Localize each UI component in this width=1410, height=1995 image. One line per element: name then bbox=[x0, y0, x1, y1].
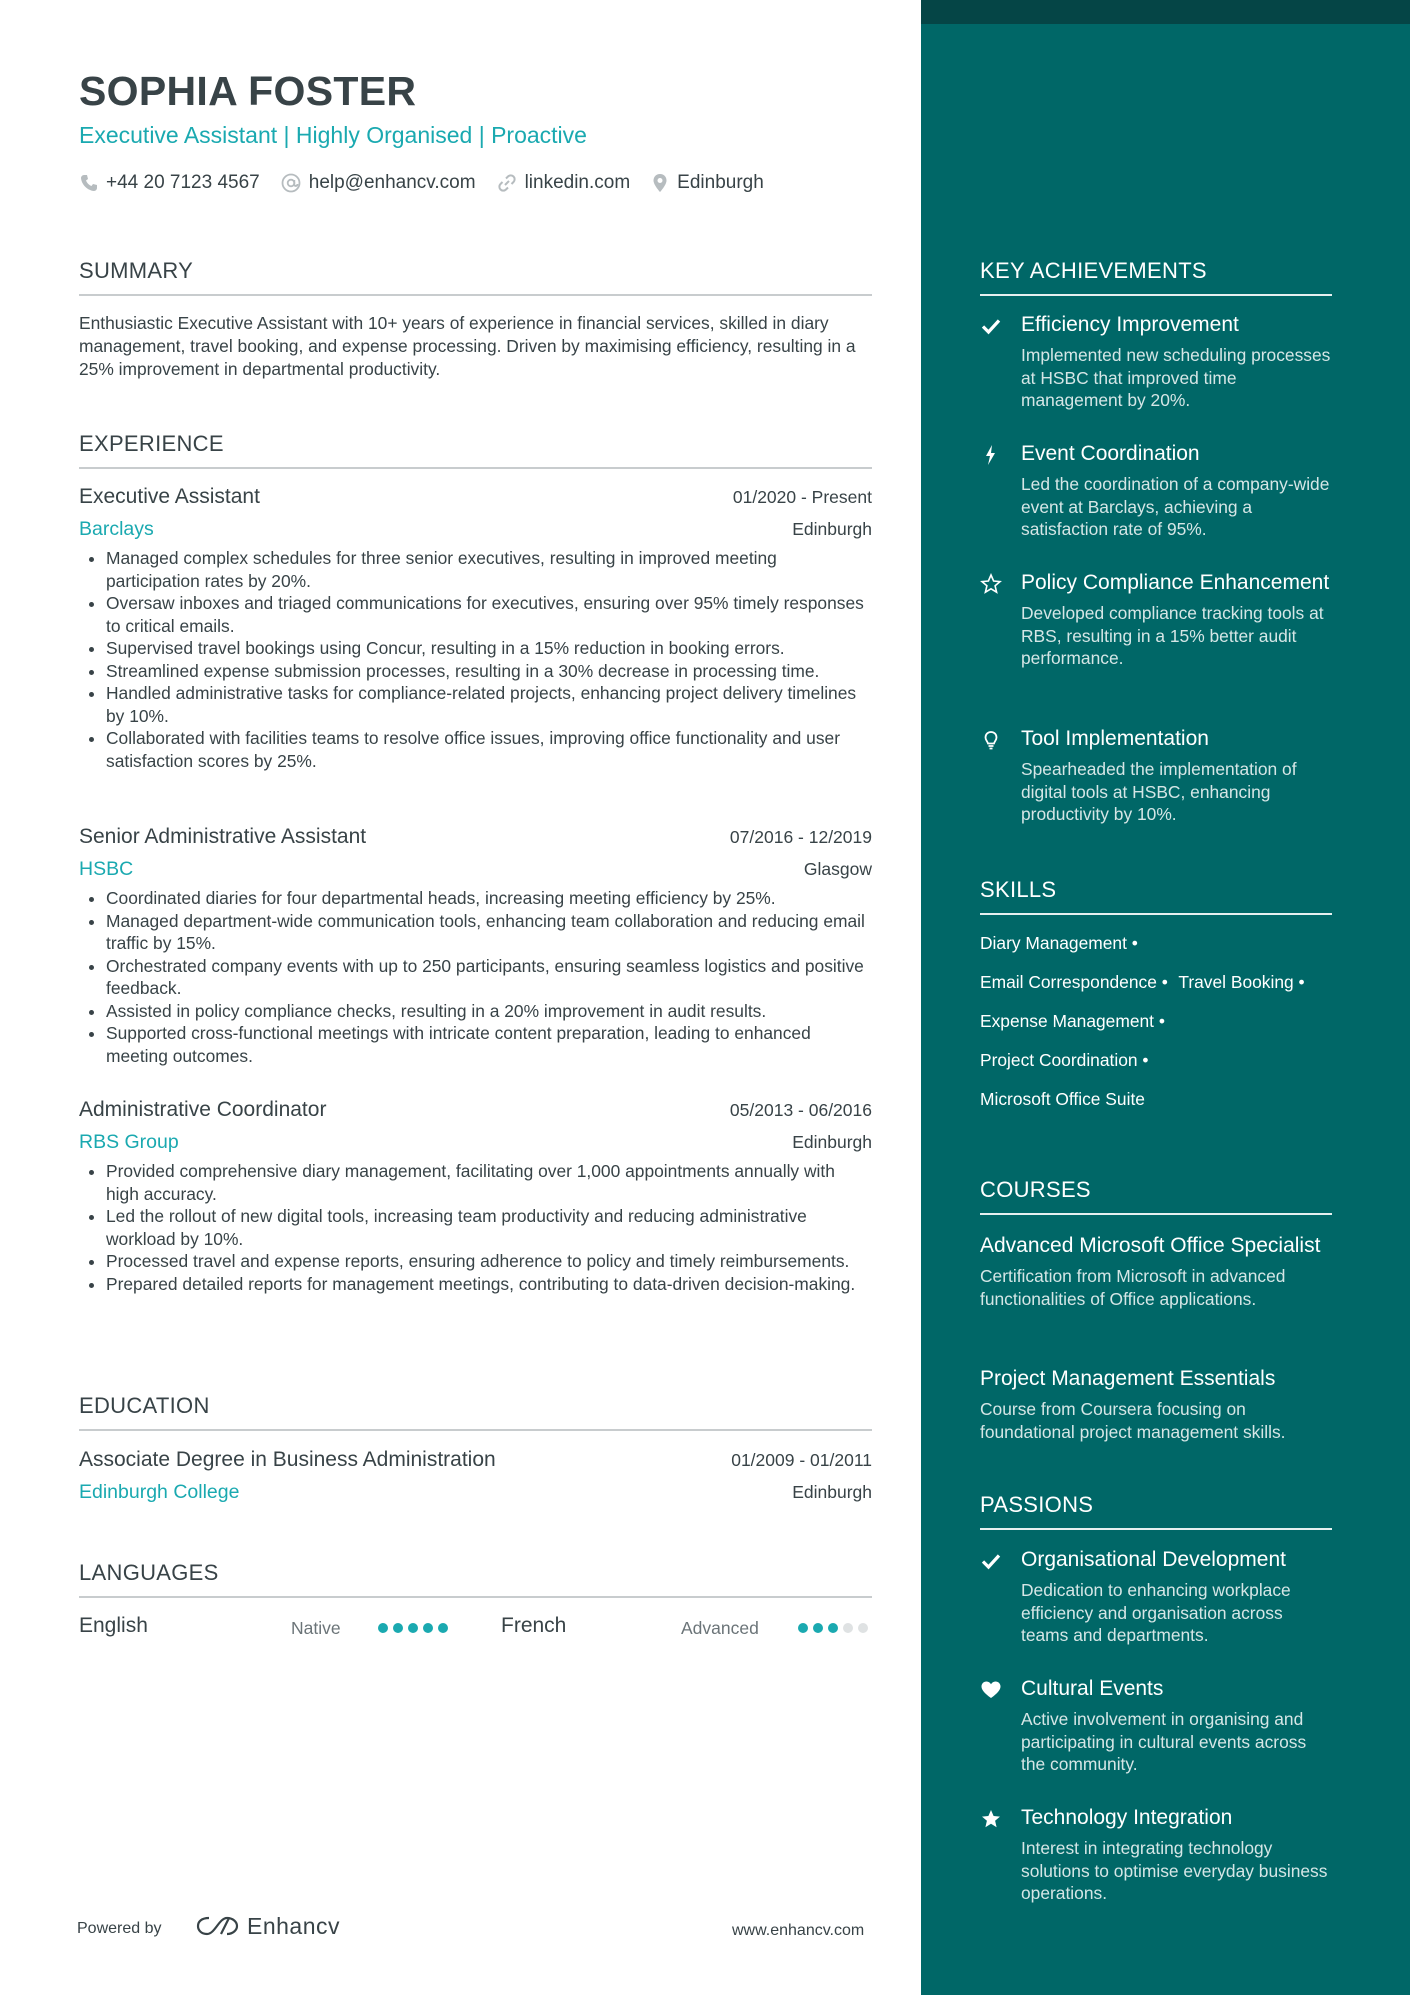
candidate-name: SOPHIA FOSTER bbox=[79, 68, 417, 114]
job-company: HSBC bbox=[79, 858, 134, 880]
education-heading: EDUCATION bbox=[79, 1393, 872, 1431]
skill-line bbox=[980, 1048, 1332, 1087]
job-bullet: • Collaborated with facilities teams to resolve office issues, improving office functionality and user satisfaction scores by 25%. bbox=[106, 727, 872, 772]
passion-item bbox=[980, 1804, 1332, 1905]
course-item bbox=[980, 1365, 1332, 1443]
job-location: Edinburgh bbox=[792, 519, 872, 539]
contact-phone[interactable] bbox=[79, 172, 260, 194]
job-entry bbox=[79, 485, 872, 772]
powered-by-label: Powered by bbox=[77, 1920, 162, 1937]
contact-phone-text: +44 20 7123 4567 bbox=[106, 172, 260, 193]
language-level: Native bbox=[291, 1618, 341, 1638]
achievement-title: Tool Implementation bbox=[1021, 727, 1209, 750]
check-icon bbox=[980, 315, 1002, 337]
language-rating bbox=[798, 1623, 873, 1633]
skill-line bbox=[980, 970, 1332, 1009]
skill-line bbox=[980, 1009, 1332, 1048]
skill-tag: Expense Management • bbox=[980, 1011, 1165, 1031]
job-title: Executive Assistant bbox=[79, 485, 260, 508]
enhancv-logo-icon bbox=[195, 1912, 241, 1940]
achievement-title: Event Coordination bbox=[1021, 442, 1200, 465]
rating-dot-filled bbox=[423, 1623, 433, 1633]
language-rating bbox=[378, 1623, 453, 1633]
job-bullet: • Assisted in policy compliance checks, resulting in a 20% improvement in audit results. bbox=[106, 1000, 872, 1023]
sidebar-top-bar bbox=[921, 0, 1410, 24]
job-dates: 05/2013 - 06/2016 bbox=[729, 1100, 872, 1120]
link-icon bbox=[496, 172, 518, 194]
rating-dot-empty bbox=[843, 1623, 853, 1633]
school-name: Edinburgh College bbox=[79, 1481, 240, 1503]
job-company: Barclays bbox=[79, 518, 154, 540]
job-entry bbox=[79, 1098, 872, 1295]
job-bullet: • Provided comprehensive diary management, facilitating over 1,000 appointments annually with high accuracy. bbox=[106, 1160, 872, 1205]
achievements-heading: KEY ACHIEVEMENTS bbox=[980, 258, 1332, 296]
passion-item bbox=[980, 1675, 1332, 1776]
job-location: Glasgow bbox=[803, 859, 872, 879]
skills-list bbox=[980, 931, 1332, 1126]
skills-heading: SKILLS bbox=[980, 877, 1332, 915]
languages-row bbox=[79, 1614, 872, 1646]
passions-heading: PASSIONS bbox=[980, 1492, 1332, 1530]
contact-bar bbox=[79, 169, 784, 197]
job-title: Senior Administrative Assistant bbox=[79, 825, 367, 848]
languages-heading: LANGUAGES bbox=[79, 1560, 872, 1598]
sidebar bbox=[921, 0, 1410, 1995]
course-item bbox=[980, 1232, 1332, 1310]
contact-email-text: help@enhancv.com bbox=[308, 172, 476, 193]
star-icon bbox=[980, 1808, 1002, 1830]
job-bullet: • Coordinated diaries for four departmental heads, increasing meeting efficiency by 25%. bbox=[106, 887, 872, 910]
education-entry bbox=[79, 1448, 872, 1504]
contact-email[interactable] bbox=[280, 172, 476, 194]
job-location: Edinburgh bbox=[792, 1132, 872, 1152]
job-bullet: • Managed complex schedules for three senior executives, resulting in improved meeting participation rates by 20%. bbox=[106, 547, 872, 592]
job-dates: 01/2020 - Present bbox=[732, 487, 872, 507]
star-outline-icon bbox=[980, 573, 1002, 595]
achievement-desc: Spearheaded the implementation of digital tools at HSBC, enhancing productivity by 10%. bbox=[1021, 759, 1297, 824]
enhancv-brand: Enhancv bbox=[247, 1912, 341, 1939]
passion-desc: Dedication to enhancing workplace efficiency and organisation across teams and departments. bbox=[1021, 1580, 1291, 1645]
skill-tag: Diary Management • bbox=[980, 933, 1138, 953]
achievement-desc: Implemented new scheduling processes at HSBC that improved time management by 20%. bbox=[1021, 345, 1331, 410]
course-desc: Certification from Microsoft in advanced functionalities of Office applications. bbox=[980, 1266, 1286, 1309]
candidate-headline: Executive Assistant | Highly Organised | Proactive bbox=[79, 122, 587, 148]
rating-dot-filled bbox=[378, 1623, 388, 1633]
course-desc: Course from Coursera focusing on foundational project management skills. bbox=[980, 1399, 1286, 1442]
rating-dot-filled bbox=[798, 1623, 808, 1633]
job-bullet: • Handled administrative tasks for compliance-related projects, enhancing project delivery timelines by 10%. bbox=[106, 682, 872, 727]
language-name: French bbox=[501, 1614, 567, 1637]
passion-desc: Active involvement in organising and participating in cultural events across the community. bbox=[1021, 1709, 1307, 1774]
courses-heading: COURSES bbox=[980, 1177, 1332, 1215]
footer-url[interactable]: www.enhancv.com bbox=[732, 1922, 865, 1939]
contact-location bbox=[650, 172, 764, 194]
rating-dot-filled bbox=[393, 1623, 403, 1633]
achievement-desc: Developed compliance tracking tools at RBS, resulting in a 15% better audit performance. bbox=[1021, 603, 1324, 668]
phone-icon bbox=[79, 173, 99, 193]
skill-tag: Microsoft Office Suite bbox=[980, 1089, 1145, 1109]
achievement-item bbox=[980, 569, 1332, 670]
achievement-title: Efficiency Improvement bbox=[1021, 313, 1239, 336]
passion-title: Cultural Events bbox=[1021, 1677, 1164, 1700]
language-name: English bbox=[79, 1614, 148, 1637]
check-icon bbox=[980, 1550, 1002, 1572]
education-dates: 01/2009 - 01/2011 bbox=[731, 1450, 872, 1470]
passion-title: Technology Integration bbox=[1021, 1806, 1233, 1829]
job-bullets bbox=[79, 887, 872, 1067]
skill-line bbox=[980, 1087, 1332, 1126]
passion-title: Organisational Development bbox=[1021, 1548, 1286, 1571]
achievement-item bbox=[980, 311, 1332, 412]
passion-item bbox=[980, 1546, 1332, 1647]
job-dates: 07/2016 - 12/2019 bbox=[729, 827, 872, 847]
job-title: Administrative Coordinator bbox=[79, 1098, 327, 1121]
job-bullet: • Supported cross-functional meetings with intricate content preparation, leading to enhanced meeting outcomes. bbox=[106, 1022, 872, 1067]
course-title: Advanced Microsoft Office Specialist bbox=[980, 1234, 1321, 1257]
experience-heading: EXPERIENCE bbox=[79, 431, 872, 469]
job-bullet: • Managed department-wide communication tools, enhancing team collaboration and reducing email traffic by 15%. bbox=[106, 910, 872, 955]
summary-heading: SUMMARY bbox=[79, 258, 872, 296]
rating-dot-empty bbox=[858, 1623, 868, 1633]
job-bullet: • Led the rollout of new digital tools, increasing team productivity and reducing administrative workload by 10%. bbox=[106, 1205, 872, 1250]
course-title: Project Management Essentials bbox=[980, 1367, 1276, 1390]
job-bullet: • Oversaw inboxes and triaged communications for executives, ensuring over 95% timely responses to critical emails. bbox=[106, 592, 872, 637]
skill-tag: Email Correspondence • bbox=[980, 972, 1168, 992]
achievement-title: Policy Compliance Enhancement bbox=[1021, 571, 1330, 594]
skill-tag: Travel Booking • bbox=[1178, 972, 1305, 992]
achievement-item bbox=[980, 725, 1332, 826]
job-bullet: • Prepared detailed reports for management meetings, contributing to data-driven decision-making. bbox=[106, 1273, 872, 1296]
skill-tag: Project Coordination • bbox=[980, 1050, 1149, 1070]
job-bullets bbox=[79, 547, 872, 772]
enhancv-logo[interactable] bbox=[195, 1912, 340, 1940]
rating-dot-filled bbox=[813, 1623, 823, 1633]
passion-desc: Interest in integrating technology solutions to optimise everyday business operations. bbox=[1021, 1838, 1328, 1903]
achievement-desc: Led the coordination of a company-wide event at Barclays, achieving a satisfaction rate of 95%. bbox=[1021, 474, 1330, 539]
job-bullet: • Processed travel and expense reports, ensuring adherence to policy and timely reimbursements. bbox=[106, 1250, 872, 1273]
job-bullet: • Streamlined expense submission processes, resulting in a 30% decrease in processing time. bbox=[106, 660, 872, 683]
education-location: Edinburgh bbox=[792, 1482, 872, 1502]
at-icon bbox=[280, 172, 302, 194]
rating-dot-filled bbox=[438, 1623, 448, 1633]
achievement-item bbox=[980, 440, 1332, 541]
location-pin-icon bbox=[650, 172, 670, 194]
degree-title: Associate Degree in Business Administration bbox=[79, 1448, 496, 1471]
language-level: Advanced bbox=[681, 1618, 759, 1638]
job-bullet: • Orchestrated company events with up to 250 participants, ensuring seamless logistics and positive feedback. bbox=[106, 955, 872, 1000]
job-bullet: • Supervised travel bookings using Concur, resulting in a 15% reduction in booking errors. bbox=[106, 637, 872, 660]
contact-location-text: Edinburgh bbox=[677, 172, 764, 193]
lightning-icon bbox=[980, 444, 1002, 466]
contact-linkedin[interactable] bbox=[496, 172, 631, 194]
heart-icon bbox=[980, 1679, 1002, 1701]
contact-linkedin-text: linkedin.com bbox=[524, 172, 631, 193]
skill-line bbox=[980, 931, 1332, 970]
rating-dot-filled bbox=[408, 1623, 418, 1633]
job-entry bbox=[79, 825, 872, 1067]
job-company: RBS Group bbox=[79, 1131, 179, 1153]
rating-dot-filled bbox=[828, 1623, 838, 1633]
lightbulb-icon bbox=[980, 729, 1002, 751]
job-bullets bbox=[79, 1160, 872, 1295]
summary-text: Enthusiastic Executive Assistant with 10+ years of experience in financial services, skilled in diary management, travel booking, and expense processing. Driven by maximising efficiency, resulting in a 25% improvement in departmental productivity. bbox=[79, 313, 856, 379]
